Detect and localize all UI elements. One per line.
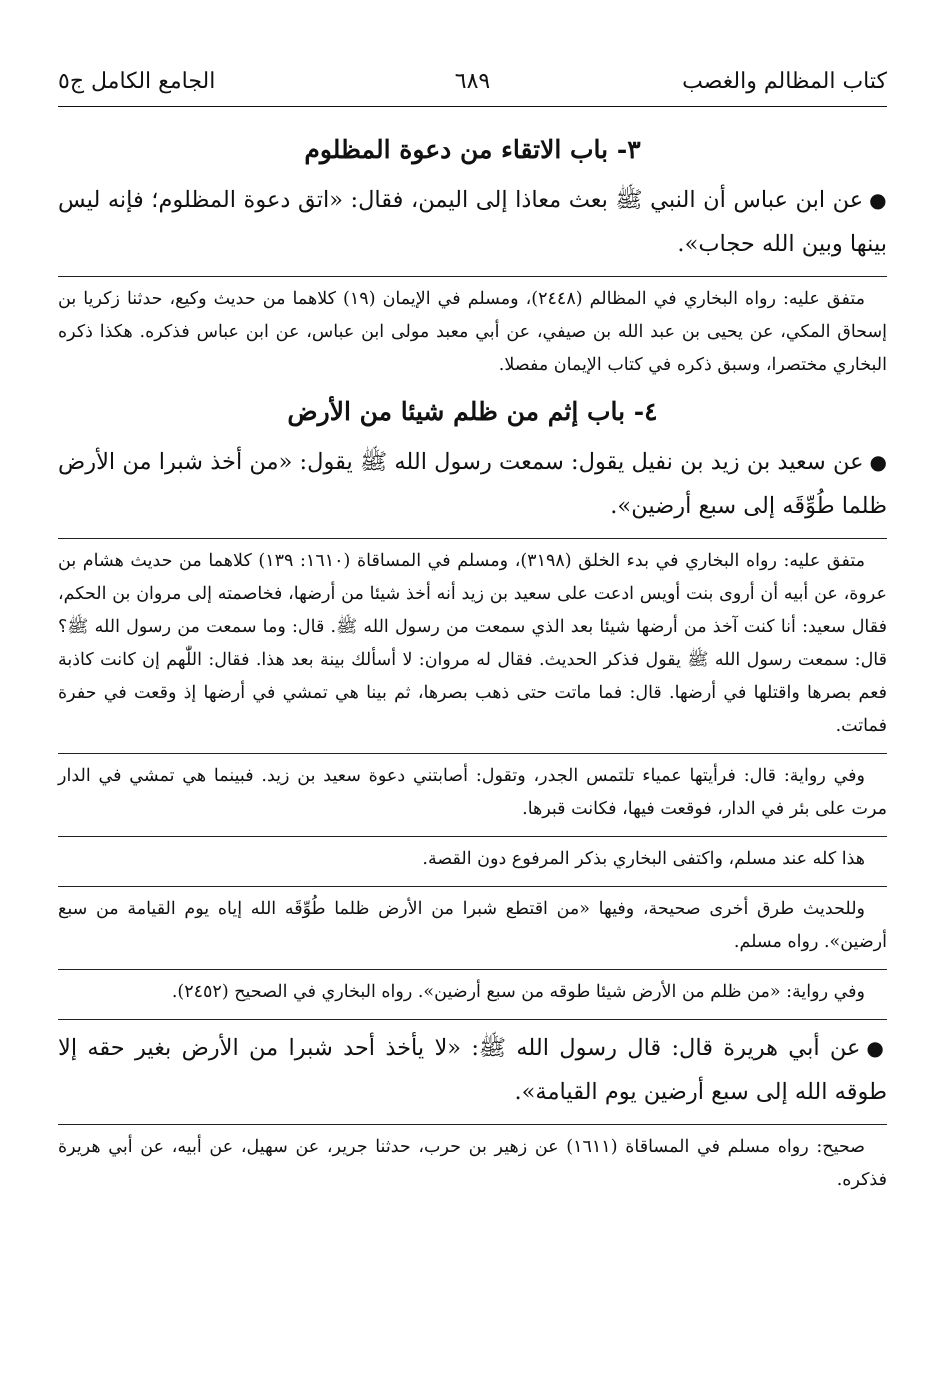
page-number: ٦٨٩ — [454, 69, 491, 94]
hadith-text — [58, 178, 887, 266]
chapter-title-3: ٣- باب الاتقاء من دعوة المظلوم — [304, 135, 641, 164]
riwaya-note: وفي رواية: «من ظلم من الأرض شيئا طوقه من سبع أرضين». رواه البخاري في الصحيح (٢٤٥٢). — [171, 982, 865, 1002]
section-divider — [58, 1124, 887, 1125]
comment-note: هذا كله عند مسلم، واكتفى البخاري بذكر المرفوع دون القصة. — [422, 849, 865, 869]
bullet-icon: ● — [869, 188, 887, 212]
hadith-text — [58, 440, 887, 528]
header-book-title: كتاب المظالم والغصب — [682, 69, 887, 94]
takhrij-note: متفق عليه: رواه البخاري في بدء الخلق (٣١٩٨)، ومسلم في المساقاة (١٦١٠: ١٣٩) كلاهما من حديث هشام بن عروة، عن أبيه أن أروى بنت أويس ادعت على سعيد بن زيد أنه أخذ شيئا من أرضها، فخاصمته إلى مروان بن الحكم، فقال سعيد: أنا كنت آخذ من أرضها شيئا بعد الذي سمعت من رسول الله ﷺ. قال: وما سمعت من رسول الله ﷺ؟ قال: سمعت رسول الله ﷺ يقول فذكر الحديث. فقال له مروان: لا أسألك بينة بعد هذا. فقال: اللّٰهم إن كانت كاذبة فعم بصرها واقتلها في أرضها. قال: فما ماتت حتى ذهب بصرها، ثم بينا هي تمشي في أرضها إذ وقعت في حفرة فماتت. — [58, 551, 887, 736]
section-divider — [58, 886, 887, 887]
takhrij-note: متفق عليه: رواه البخاري في المظالم (٢٤٤٨)، ومسلم في الإيمان (١٩) كلاهما من حديث وكيع، حدثنا زكريا بن إسحاق المكي، عن يحيى بن عبد الله بن صيفي، عن أبي معبد مولى ابن عباس، عن ابن عباس فذكره. هكذا ذكره البخاري مختصرا، وسبق ذكره في كتاب الإيمان مفصلا. — [58, 289, 887, 375]
hadith-body: عن أبي هريرة قال: قال رسول الله ﷺ: «لا يأخذ أحد شبرا من الأرض بغير حقه إلا طوقه الله إلى سبع أرضين يوم القيامة». — [58, 1035, 887, 1105]
header-volume-title: الجامع الكامل ج٥ — [58, 69, 216, 94]
section-divider — [58, 538, 887, 539]
section-divider — [58, 969, 887, 970]
section-divider — [58, 276, 887, 277]
page-header — [58, 62, 887, 102]
bullet-icon: ● — [869, 450, 887, 474]
section-divider — [58, 836, 887, 837]
section-divider — [58, 753, 887, 754]
hadith-body: عن ابن عباس أن النبي ﷺ بعث معاذا إلى اليمن، فقال: «اتق دعوة المظلوم؛ فإنه ليس بينها وبين الله حجاب». — [58, 187, 887, 257]
riwaya-note: وفي رواية: قال: فرأيتها عمياء تلتمس الجدر، وتقول: أصابتني دعوة سعيد بن زيد. فبينما هي تمشي في الدار مرت على بئر في الدار، فوقعت فيها، فكانت قبرها. — [58, 766, 887, 819]
section-divider — [58, 1019, 887, 1020]
hadith-text — [58, 1026, 887, 1114]
turuq-note: وللحديث طرق أخرى صحيحة، وفيها «من اقتطع شبرا من الأرض ظلما طُوِّقَه الله إياه يوم القيامة من سبع أرضين». رواه مسلم. — [58, 899, 887, 952]
takhrij-note: صحيح: رواه مسلم في المساقاة (١٦١١) عن زهير بن حرب، حدثنا جرير، عن سهيل، عن أبيه، عن أبي هريرة فذكره. — [58, 1137, 887, 1190]
hadith-body: عن سعيد بن زيد بن نفيل يقول: سمعت رسول الله ﷺ يقول: «من أخذ شبرا من الأرض ظلما طُوِّقَه إلى سبع أرضين». — [58, 449, 887, 519]
header-divider — [58, 106, 887, 107]
bullet-icon: ● — [866, 1036, 888, 1060]
chapter-title-4: ٤- باب إثم من ظلم شيئا من الأرض — [287, 397, 658, 426]
page-content — [58, 120, 887, 1197]
